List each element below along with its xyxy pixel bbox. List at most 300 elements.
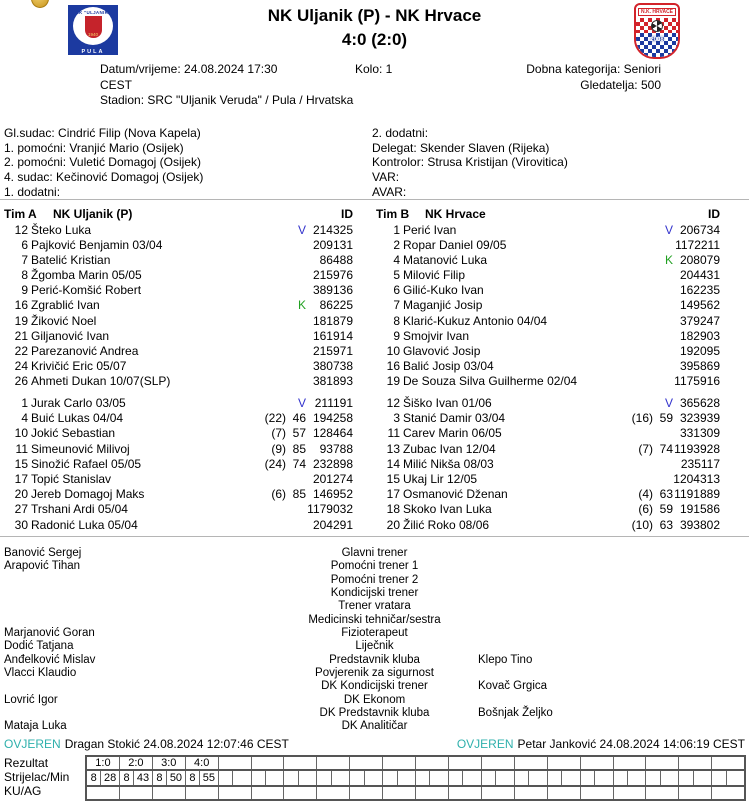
player-number: 30 [14, 517, 28, 532]
staff-name-left: Marjanović Goran [4, 627, 95, 640]
kuag-cell [712, 787, 744, 799]
player-row [0, 411, 353, 426]
scorer-number [317, 771, 331, 785]
scorer-cell [120, 771, 153, 785]
sub-replaced-number [615, 238, 653, 253]
scorer-cell [252, 771, 285, 785]
sub-minute [286, 329, 306, 344]
scorer-minute [562, 771, 580, 785]
sub-replaced-number [248, 396, 286, 411]
sub-replaced-number [615, 374, 653, 389]
player-name: Šteko Luka [31, 222, 92, 237]
sub-minute [653, 426, 673, 441]
sub-minute [653, 344, 673, 359]
player-name: Batelić Kristian [31, 252, 111, 267]
player-name: Jereb Domagoj Maks [31, 487, 145, 502]
team-b-id-header: ID [708, 207, 720, 221]
player-number: 19 [386, 374, 400, 389]
player-name: Simeunović Milivoj [31, 441, 130, 456]
sub-minute [653, 298, 673, 313]
team-b-table [372, 207, 720, 390]
sub-minute: 85 [292, 441, 306, 456]
scorer-cell [614, 771, 647, 785]
player-row [372, 223, 720, 238]
player-name: Balić Josip 03/04 [403, 359, 494, 374]
kuag-cell [252, 787, 285, 799]
officials-left [4, 126, 203, 199]
scorer-minute [233, 771, 251, 785]
sub-replaced-number [615, 329, 653, 344]
scorer-cell [383, 771, 416, 785]
sub-replaced-number [248, 472, 286, 487]
player-number: 9 [393, 328, 400, 343]
match-datetime: Datum/vrijeme: 24.08.2024 17:30 CEST [100, 62, 278, 92]
sub-minute [286, 518, 306, 533]
kuag-row [87, 787, 744, 799]
team-a-starters [0, 223, 353, 390]
sub-minute [653, 359, 673, 374]
staff-row [0, 587, 749, 600]
sub-replaced-number [615, 344, 653, 359]
scorer-number [515, 771, 529, 785]
scorer-minute [463, 771, 481, 785]
player-name: Krivičić Eric 05/07 [31, 359, 127, 374]
player-row [0, 314, 353, 329]
scorer-minute [365, 771, 383, 785]
kuag-cell [614, 787, 647, 799]
team-a-label: Tim A [4, 207, 37, 221]
staff-row [0, 680, 749, 693]
player-number: 14 [386, 456, 400, 471]
sub-minute: 74 [659, 441, 673, 456]
certified-label: OVJEREN [456, 737, 514, 751]
scorer-cell [317, 771, 350, 785]
sub-minute [286, 472, 306, 487]
scorer-cell [548, 771, 581, 785]
player-name: Carev Marin 06/05 [403, 426, 502, 441]
player-row [372, 314, 720, 329]
sub-minute [286, 502, 306, 517]
divider-line [0, 199, 749, 200]
player-number: 12 [386, 396, 400, 410]
staff-role: Kondicijski trener [330, 587, 419, 600]
staff-name-right: Kovač Grgica [478, 680, 548, 693]
staff-role: Fizioterapeut [341, 627, 408, 640]
staff-row [0, 694, 749, 707]
sub-minute [653, 472, 673, 487]
player-id: 181879 [312, 313, 353, 328]
player-name: Perić-Komšić Robert [31, 283, 142, 298]
score-cell [614, 757, 647, 769]
sub-replaced-number [248, 268, 286, 283]
score-cell [581, 757, 614, 769]
player-row [0, 238, 353, 253]
staff-row [0, 560, 749, 573]
player-name: Sinožić Rafael 05/05 [31, 456, 142, 471]
score-cell [416, 757, 449, 769]
player-number: 4 [21, 411, 28, 426]
player-number: 1 [393, 222, 400, 237]
staff-name-right: Klepo Tino [478, 653, 533, 666]
player-name: Žilić Roko 08/06 [403, 517, 490, 532]
player-number: 7 [393, 298, 400, 313]
captain-badge: V [664, 396, 673, 410]
officials-right [372, 126, 568, 199]
player-number: 10 [386, 344, 400, 358]
scorer-row-label: Strijelac/Min [4, 770, 70, 784]
player-name: Šiško Ivan 01/06 [403, 396, 492, 410]
player-row [0, 268, 353, 283]
player-number: 9 [21, 283, 28, 298]
player-name: Parezanović Andrea [31, 344, 139, 358]
player-name: Klarić-Kukuz Antonio 04/04 [403, 313, 548, 328]
official-line: Gl.sudac: Cindrić Filip (Nova Kapela) [4, 126, 201, 140]
scorer-number [679, 771, 693, 785]
sub-minute [286, 238, 306, 253]
player-row [372, 329, 720, 344]
player-id: 389136 [312, 283, 353, 298]
staff-row [0, 600, 749, 613]
scorer-cell [219, 771, 252, 785]
score-cell [350, 757, 383, 769]
player-id: 86225 [319, 298, 353, 313]
player-name: Milić Nikša 08/03 [403, 456, 494, 471]
staff-role: Predstavnik kluba [329, 653, 420, 666]
sub-replaced-number [248, 253, 286, 268]
player-id: 232898 [312, 456, 353, 471]
staff-name-left: Banović Sergej [4, 547, 82, 559]
sub-replaced-number: (7) [638, 441, 653, 456]
sub-replaced-number: (6) [271, 487, 286, 502]
away-club-logo [634, 3, 680, 59]
sub-minute [653, 314, 673, 329]
kuag-cell [153, 787, 186, 799]
certified-left-text: Dragan Stokić 24.08.2024 12:07:46 CEST [64, 737, 289, 751]
staff-role: DK Kondicijski trener [321, 680, 428, 693]
scorer-cell [350, 771, 383, 785]
home-logo-crest-icon: 1940 [85, 16, 102, 38]
soccer-ball-icon [651, 20, 663, 32]
player-name: Ahmeti Dukan 10/07(SLP) [31, 374, 171, 389]
scorer-cell [646, 771, 679, 785]
player-name: Zubac Ivan 12/04 [403, 441, 496, 456]
score-cell [548, 757, 581, 769]
scorer-minute [430, 771, 448, 785]
staff-role: DK Ekonom [343, 693, 406, 706]
away-logo-checker-band [636, 18, 678, 33]
match-title: NK Uljanik (P) - NK Hrvace [267, 6, 482, 25]
scorer-number [219, 771, 233, 785]
kuag-cell [317, 787, 350, 799]
scorer-minute [727, 771, 745, 785]
scorer-cell [186, 771, 219, 785]
age-category: Dobna kategorija: Seniori [526, 62, 661, 76]
player-id: 365628 [679, 396, 720, 410]
player-id: 235117 [680, 456, 720, 471]
home-logo-city-text: PULA [81, 49, 105, 55]
scorer-minute: 50 [169, 772, 183, 784]
sub-replaced-number [248, 283, 286, 298]
scorer-minute [694, 771, 712, 785]
player-number: 27 [14, 502, 28, 517]
kuag-cell [679, 787, 712, 799]
player-id: 380738 [312, 359, 353, 374]
kuag-cell [449, 787, 482, 799]
sub-replaced-number [615, 298, 653, 313]
player-name: Trshani Ardi 05/04 [31, 502, 128, 517]
player-number: 3 [393, 411, 400, 426]
sub-minute: 46 [292, 411, 306, 426]
player-name: Ropar Daniel 09/05 [403, 237, 507, 252]
sub-minute [286, 374, 306, 389]
scorer-cell [153, 771, 186, 785]
team-b-starters [372, 223, 720, 390]
sub-minute [653, 268, 673, 283]
scorer-number: 8 [186, 771, 200, 785]
player-number: 8 [393, 313, 400, 328]
sub-minute [653, 329, 673, 344]
player-number: 6 [21, 237, 28, 252]
sub-replaced-number [615, 426, 653, 441]
sub-minute: 59 [659, 502, 673, 517]
player-id: 146952 [312, 487, 353, 502]
player-row [0, 329, 353, 344]
player-id: 191586 [679, 502, 720, 517]
sub-minute: 59 [659, 411, 673, 426]
sub-replaced-number: (6) [638, 502, 653, 517]
player-row [372, 298, 720, 313]
captain-badge: K [664, 252, 673, 267]
player-id: 1179032 [307, 502, 353, 517]
staff-role: Liječnik [355, 640, 394, 653]
player-name: Pajković Benjamin 03/04 [31, 237, 163, 252]
scorer-minute [266, 771, 284, 785]
scorer-cell [449, 771, 482, 785]
team-b-header [372, 207, 720, 223]
staff-row [0, 654, 749, 667]
player-row [0, 518, 353, 533]
player-number: 11 [15, 441, 28, 456]
player-id: 93788 [319, 441, 353, 456]
sub-replaced-number: (7) [271, 426, 286, 441]
player-id: 379247 [679, 313, 720, 328]
player-id: 395869 [679, 359, 720, 374]
sub-minute: 85 [292, 487, 306, 502]
sub-replaced-number [615, 253, 653, 268]
player-row [372, 396, 720, 411]
staff-role: Pomoćni trener 1 [330, 560, 419, 573]
result-row-label: Rezultat [4, 756, 49, 770]
scorer-cell [581, 771, 614, 785]
player-id: 86488 [319, 252, 353, 267]
player-name: Perić Ivan [403, 222, 457, 237]
scorer-cell [87, 771, 120, 785]
player-id: 208079 [679, 252, 720, 267]
player-row [372, 374, 720, 389]
player-id: 1204313 [673, 471, 720, 486]
score-cell [449, 757, 482, 769]
scorer-number [416, 771, 430, 785]
staff-role: Povjerenik za sigurnost [315, 667, 434, 680]
staff-row [0, 720, 749, 733]
scorer-number [252, 771, 266, 785]
score-cell: 1:0 [87, 757, 120, 769]
player-number: 4 [393, 252, 400, 267]
player-number: 16 [14, 298, 28, 313]
sub-replaced-number [248, 298, 286, 313]
player-row [372, 253, 720, 268]
player-number: 6 [393, 283, 400, 298]
player-number: 18 [386, 502, 400, 517]
player-name: De Souza Silva Guilherme 02/04 [403, 374, 578, 389]
player-id: 215976 [312, 268, 353, 283]
team-a-id-header: ID [341, 207, 353, 221]
sub-minute [286, 283, 306, 298]
player-row [372, 238, 720, 253]
kuag-cell [350, 787, 383, 799]
certified-left [4, 737, 289, 751]
player-row [0, 502, 353, 517]
player-id: 201274 [312, 471, 353, 486]
score-cell: 3:0 [153, 757, 186, 769]
player-id: 206734 [679, 222, 720, 237]
kuag-cell [219, 787, 252, 799]
player-id: 149562 [679, 298, 720, 313]
staff-name-right: Bošnjak Željko [478, 707, 553, 720]
match-round: Kolo: 1 [355, 62, 393, 76]
captain-badge: V [297, 222, 306, 237]
scorer-cell [284, 771, 317, 785]
player-name: Ukaj Lir 12/05 [403, 471, 478, 486]
result-table [85, 755, 746, 801]
staff-row [0, 627, 749, 640]
sub-replaced-number [248, 329, 286, 344]
player-name: Stanić Damir 03/04 [403, 411, 506, 426]
player-row [372, 283, 720, 298]
player-number: 15 [14, 456, 28, 471]
player-row [372, 442, 720, 457]
player-row [0, 298, 353, 313]
player-name: Buić Lukas 04/04 [31, 411, 124, 426]
kuag-cell [383, 787, 416, 799]
player-row [372, 268, 720, 283]
score-cell: 2:0 [120, 757, 153, 769]
scorer-minute [529, 771, 547, 785]
home-logo-club-text: NK "ULJANIK" [75, 10, 111, 15]
player-name: Radonić Luka 05/04 [31, 517, 138, 532]
staff-section [0, 547, 749, 734]
kuag-cell [284, 787, 317, 799]
player-number: 15 [386, 471, 400, 486]
score-cell [383, 757, 416, 769]
scorer-cell [712, 771, 744, 785]
player-row [372, 518, 720, 533]
player-id: 182903 [679, 328, 720, 343]
staff-name-left: Lovrić Igor [4, 693, 58, 706]
player-name: Smojvir Ivan [403, 328, 470, 343]
scorer-cell [515, 771, 548, 785]
sub-minute [286, 359, 306, 374]
team-b-label: Tim B [376, 207, 410, 221]
player-number: 2 [393, 237, 400, 252]
score-cell [515, 757, 548, 769]
sub-replaced-number [615, 472, 653, 487]
player-name: Maganjić Josip [403, 298, 483, 313]
staff-row [0, 574, 749, 587]
scorer-min-row [87, 771, 744, 787]
scorer-minute [332, 771, 350, 785]
player-row [372, 502, 720, 517]
staff-role: Glavni trener [341, 547, 408, 559]
player-number: 16 [386, 359, 400, 374]
player-row [0, 359, 353, 374]
official-line: VAR: [372, 170, 400, 185]
player-row [0, 396, 353, 411]
score-cell: 4:0 [186, 757, 219, 769]
kuag-cell [548, 787, 581, 799]
player-id: 204431 [679, 268, 720, 283]
kuag-cell [186, 787, 219, 799]
player-name: Matanović Luka [403, 252, 488, 267]
score-cell [252, 757, 285, 769]
player-number: 20 [14, 487, 28, 502]
scorer-number [482, 771, 496, 785]
player-row [372, 344, 720, 359]
staff-name-left: Dodić Tatjana [4, 640, 74, 653]
kuag-cell [120, 787, 153, 799]
sub-replaced-number [248, 518, 286, 533]
player-name: Topić Stanislav [31, 471, 112, 486]
player-number: 17 [386, 487, 400, 502]
sub-replaced-number: (4) [638, 487, 653, 502]
sub-replaced-number [248, 223, 286, 238]
official-line: 2. pomoćni: Vuletić Domagoj (Osijek) [4, 155, 201, 170]
team-a-substitutes [0, 396, 353, 533]
player-id: 1172211 [675, 237, 720, 252]
player-name: Skoko Ivan Luka [403, 502, 492, 517]
player-row [0, 374, 353, 389]
player-id: 215971 [312, 344, 353, 358]
scorer-minute [661, 771, 679, 785]
away-logo-club-text: N.K. HRVACE [638, 8, 676, 16]
sub-minute [653, 374, 673, 389]
staff-name-left: Arapović Tihan [4, 560, 81, 573]
sub-replaced-number [615, 223, 653, 238]
sub-minute: 57 [292, 426, 306, 441]
sub-replaced-number: (24) [264, 456, 286, 471]
scorer-number [712, 771, 726, 785]
sub-replaced-number [248, 359, 286, 374]
player-id: 1191889 [674, 487, 720, 502]
score-cell [482, 757, 515, 769]
sub-minute: 63 [659, 487, 673, 502]
sub-replaced-number [615, 268, 653, 283]
sub-replaced-number [248, 314, 286, 329]
scorer-number [383, 771, 397, 785]
scorer-number [350, 771, 364, 785]
player-name: Jurak Carlo 03/05 [31, 396, 126, 410]
player-id: 1193928 [674, 441, 720, 456]
player-row [0, 442, 353, 457]
player-number: 26 [14, 374, 28, 389]
player-row [0, 487, 353, 502]
official-line: 1. pomoćni: Vranjić Mario (Osijek) [4, 140, 184, 155]
team-a-name: NK Uljanik (P) [53, 207, 133, 221]
scorer-minute [595, 771, 613, 785]
scorer-cell [679, 771, 712, 785]
player-id: 1175916 [674, 374, 720, 389]
kuag-row-label: KU/AG [4, 784, 42, 798]
